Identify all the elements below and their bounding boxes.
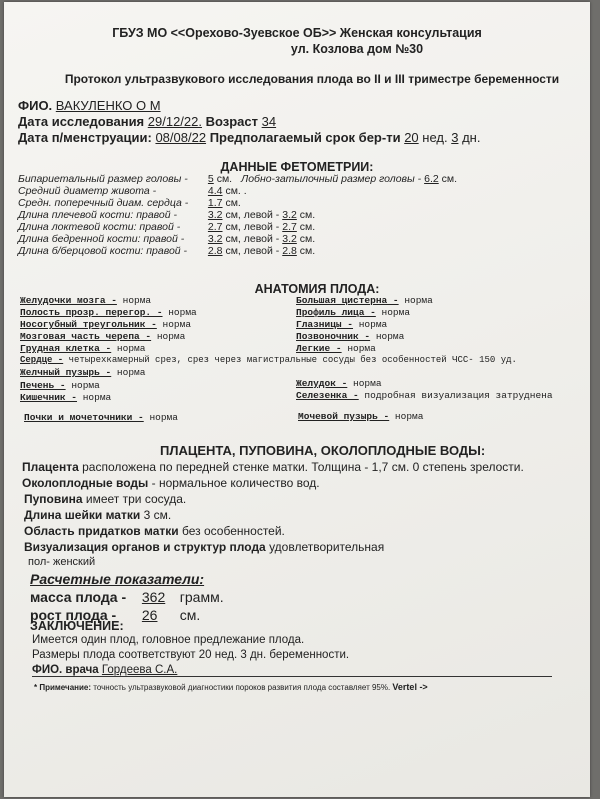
fetometry-value: 5 — [207, 173, 214, 185]
conclusion-line: Размеры плода соответствуют 20 нед. 3 дн. беременности. — [32, 649, 350, 661]
anatomy-label: Мозговая часть черепа - — [20, 331, 152, 342]
anatomy-value: норма — [404, 295, 433, 306]
fetometry-row — [18, 173, 457, 185]
placenta-title: ПЛАЦЕНТА, ПУПОВИНА, ОКОЛОПЛОДНЫЕ ВОДЫ: — [160, 443, 486, 458]
anatomy-gallbladder — [20, 367, 145, 378]
anatomy-spleen — [296, 390, 553, 401]
fluid-value: - нормальное количество вод. — [151, 476, 320, 490]
anatomy-label: Легкие - — [296, 343, 342, 354]
fetometry-unit: см. — [216, 173, 233, 185]
fetometry-value: 3.2 — [207, 233, 223, 245]
fetometry-label: Средн. поперечный диам. сердца - — [18, 197, 189, 209]
term-weeks: 20 — [404, 130, 419, 145]
term-days-unit: дн. — [462, 130, 481, 145]
anatomy-item-left — [20, 307, 197, 318]
fetometry-extra-value: 6.2 — [424, 173, 439, 185]
fetometry-unit-left: см. — [299, 233, 316, 245]
fetometry-label: Средний диаметр живота - — [18, 185, 157, 197]
footnote-brand: Vertel -> — [392, 682, 428, 692]
exam-date-line — [18, 114, 276, 129]
clinic-name: ГБУЗ МО <<Орехово-Зуевское ОБ>> Женская консультация — [112, 26, 482, 40]
placenta-label: Плацента — [22, 460, 79, 474]
height-value: 26 — [141, 607, 158, 623]
fetometry-row — [18, 221, 315, 233]
age-value: 34 — [261, 114, 277, 129]
anatomy-kidneys — [24, 412, 178, 423]
cord-value: имеет три сосуда. — [85, 492, 187, 506]
calc-title: Расчетные показатели: — [30, 571, 205, 587]
adnexa-line — [24, 524, 285, 538]
liver-label: Печень - — [20, 380, 66, 391]
anatomy-item-right — [296, 307, 410, 318]
fetometry-title: ДАННЫЕ ФЕТОМЕТРИИ: — [220, 160, 374, 174]
fetometry-unit: см. . — [225, 185, 247, 197]
anatomy-heart — [20, 355, 517, 365]
divider-line — [32, 676, 552, 677]
fetometry-value-left: 2.8 — [282, 245, 297, 257]
fetometry-label: Бипариетальный размер головы - — [18, 173, 188, 185]
lmp-line — [18, 130, 480, 145]
mass-value: 362 — [141, 589, 166, 605]
visual-label: Визуализация органов и структур плода — [24, 540, 266, 554]
exam-date-label: Дата исследования — [18, 114, 145, 129]
anatomy-label: Носогубный треугольник - — [20, 319, 157, 330]
anatomy-value: норма — [116, 343, 146, 354]
stomach-value: норма — [353, 378, 382, 389]
footnote-label: * Примечание: — [34, 683, 92, 692]
fetometry-label: Длина плечевой кости: правой - — [18, 209, 178, 221]
anatomy-value: норма — [162, 319, 192, 330]
fetometry-unit-left: см. — [299, 221, 316, 233]
spleen-label: Селезенка - — [296, 390, 359, 401]
anatomy-title: АНАТОМИЯ ПЛОДА: — [254, 282, 380, 296]
heart-value: четырехкамерный срез, срез через магистральные сосуды без особенностей ЧСС- 150 уд. — [68, 355, 517, 365]
anatomy-item-left — [20, 331, 185, 342]
fetometry-value: 2.7 — [207, 221, 223, 233]
term-label: Предполагаемый срок бер-ти — [209, 130, 401, 145]
visual-line — [24, 540, 384, 554]
exam-date-value: 29/12/22. — [147, 114, 202, 129]
fetometry-unit: см. — [225, 197, 241, 209]
anatomy-label: Грудная клетка - — [20, 343, 112, 354]
fetometry-row — [18, 185, 247, 197]
gallbladder-value: норма — [116, 367, 146, 378]
conclusion-line: Имеется один плод, головное предлежание плода. — [32, 634, 305, 646]
fetometry-unit: см, левой - — [225, 221, 280, 233]
adnexa-value: без особенностей. — [182, 524, 285, 538]
fio-value: ВАКУЛЕНКО О М — [55, 98, 161, 113]
anatomy-value: норма — [156, 331, 186, 342]
fetometry-label: Длина бедренной кости: правой - — [18, 233, 185, 245]
fetometry-value-left: 3.2 — [282, 209, 297, 221]
cervix-value: 3 см. — [143, 508, 172, 522]
anatomy-item-left — [20, 295, 151, 306]
fetometry-value: 4.4 — [207, 185, 223, 197]
anatomy-label: Большая цистерна - — [296, 295, 399, 306]
fetometry-row — [18, 245, 315, 257]
gallbladder-label: Желчный пузырь - — [20, 367, 112, 378]
fluid-label: Околоплодные воды — [22, 476, 149, 490]
kidneys-label: Почки и мочеточники - — [24, 412, 144, 423]
anatomy-value: норма — [358, 319, 388, 330]
term-days: 3 — [451, 130, 459, 145]
fetometry-row — [18, 233, 315, 245]
anatomy-value: норма — [347, 343, 376, 354]
lmp-label: Дата п/менструации: — [18, 130, 152, 145]
fetometry-value: 2.8 — [207, 245, 223, 257]
anatomy-liver — [20, 380, 100, 391]
mass-label: масса плода - — [30, 589, 127, 605]
cervix-line — [24, 508, 171, 522]
doctor-value: Гордеева С.А. — [101, 664, 178, 676]
fetometry-unit-left: см. — [299, 209, 316, 221]
bladder-value: норма — [394, 411, 424, 422]
fetometry-extra-unit: см. — [441, 173, 458, 185]
height-unit: см. — [179, 607, 201, 623]
fetometry-row — [18, 209, 315, 221]
anatomy-value: норма — [375, 331, 405, 342]
intestine-value: норма — [82, 392, 112, 403]
lmp-value: 08/08/22 — [155, 130, 207, 145]
age-label: Возраст — [205, 114, 258, 129]
anatomy-item-left — [20, 343, 145, 354]
term-weeks-unit: нед. — [422, 130, 448, 145]
mass-line — [30, 589, 224, 605]
fetometry-unit: см, левой - — [225, 245, 280, 257]
fetometry-value-left: 2.7 — [282, 221, 297, 233]
anatomy-item-right — [296, 331, 404, 342]
adnexa-label: Область придатков матки — [24, 524, 179, 538]
bladder-label: Мочевой пузырь - — [298, 411, 390, 422]
placenta-line — [22, 460, 524, 474]
clinic-address: ул. Козлова дом №30 — [290, 42, 424, 56]
document-page — [4, 2, 590, 797]
cord-line — [24, 492, 186, 506]
anatomy-value: норма — [381, 307, 411, 318]
anatomy-label: Профиль лица - — [296, 307, 376, 318]
anatomy-item-right — [296, 319, 387, 330]
doctor-label: ФИО. врача — [32, 664, 99, 676]
doctor-line — [32, 664, 177, 676]
heart-label: Сердце - — [20, 355, 64, 365]
fetometry-value-left: 3.2 — [282, 233, 297, 245]
anatomy-value: норма — [122, 295, 152, 306]
fetometry-unit: см, левой - — [225, 209, 280, 221]
fio-label: ФИО. — [18, 98, 53, 113]
spleen-value: подробная визуализация затруднена — [364, 390, 553, 401]
fetus-sex: пол- женский — [28, 556, 96, 568]
footnote — [34, 682, 428, 692]
fetometry-label: Длина б/берцовой кости: правой - — [18, 245, 188, 257]
anatomy-item-right — [296, 295, 433, 306]
patient-fio — [18, 98, 161, 113]
anatomy-label: Желудочки мозга - — [20, 295, 117, 306]
stomach-label: Желудок - — [296, 378, 348, 389]
anatomy-label: Полость прозр. перегор. - — [20, 307, 163, 318]
fetometry-unit: см, левой - — [225, 233, 280, 245]
liver-value: норма — [71, 380, 100, 391]
height-label: рост плода - — [30, 607, 117, 623]
fetometry-label: Длина локтевой кости: правой - — [18, 221, 181, 233]
mass-unit: грамм. — [179, 589, 224, 605]
anatomy-value: норма — [168, 307, 197, 318]
anatomy-intestine — [20, 392, 111, 403]
fetometry-value: 3.2 — [207, 209, 223, 221]
visual-value: удовлетворительная — [269, 540, 385, 554]
fetometry-unit-left: см. — [299, 245, 316, 257]
anatomy-item-left — [20, 319, 191, 330]
anatomy-label: Глазницы - — [296, 319, 354, 330]
anatomy-stomach — [296, 378, 382, 389]
cervix-label: Длина шейки матки — [24, 508, 141, 522]
anatomy-label: Позвоночник - — [296, 331, 371, 342]
kidneys-value: норма — [149, 412, 178, 423]
footnote-text: точность ультразвуковой диагностики пороков развития плода составляет 95%. — [93, 683, 391, 692]
fetometry-row — [18, 197, 241, 209]
conclusion-title: ЗАКЛЮЧЕНИЕ: — [30, 619, 124, 633]
protocol-title: Протокол ультразвукового исследования плода во II и III триместре беременности — [64, 72, 560, 86]
placenta-value: расположена по передней стенке матки. Толщина - 1,7 см. 0 степень зрелости. — [82, 460, 524, 474]
anatomy-bladder — [298, 411, 423, 422]
cord-label: Пуповина — [24, 492, 83, 506]
fetometry-extra-label: Лобно-затылочный размер головы - — [241, 173, 422, 185]
anatomy-item-right — [296, 343, 376, 354]
fetometry-value: 1.7 — [207, 197, 223, 209]
intestine-label: Кишечник - — [20, 392, 78, 403]
fluid-line — [22, 476, 320, 490]
